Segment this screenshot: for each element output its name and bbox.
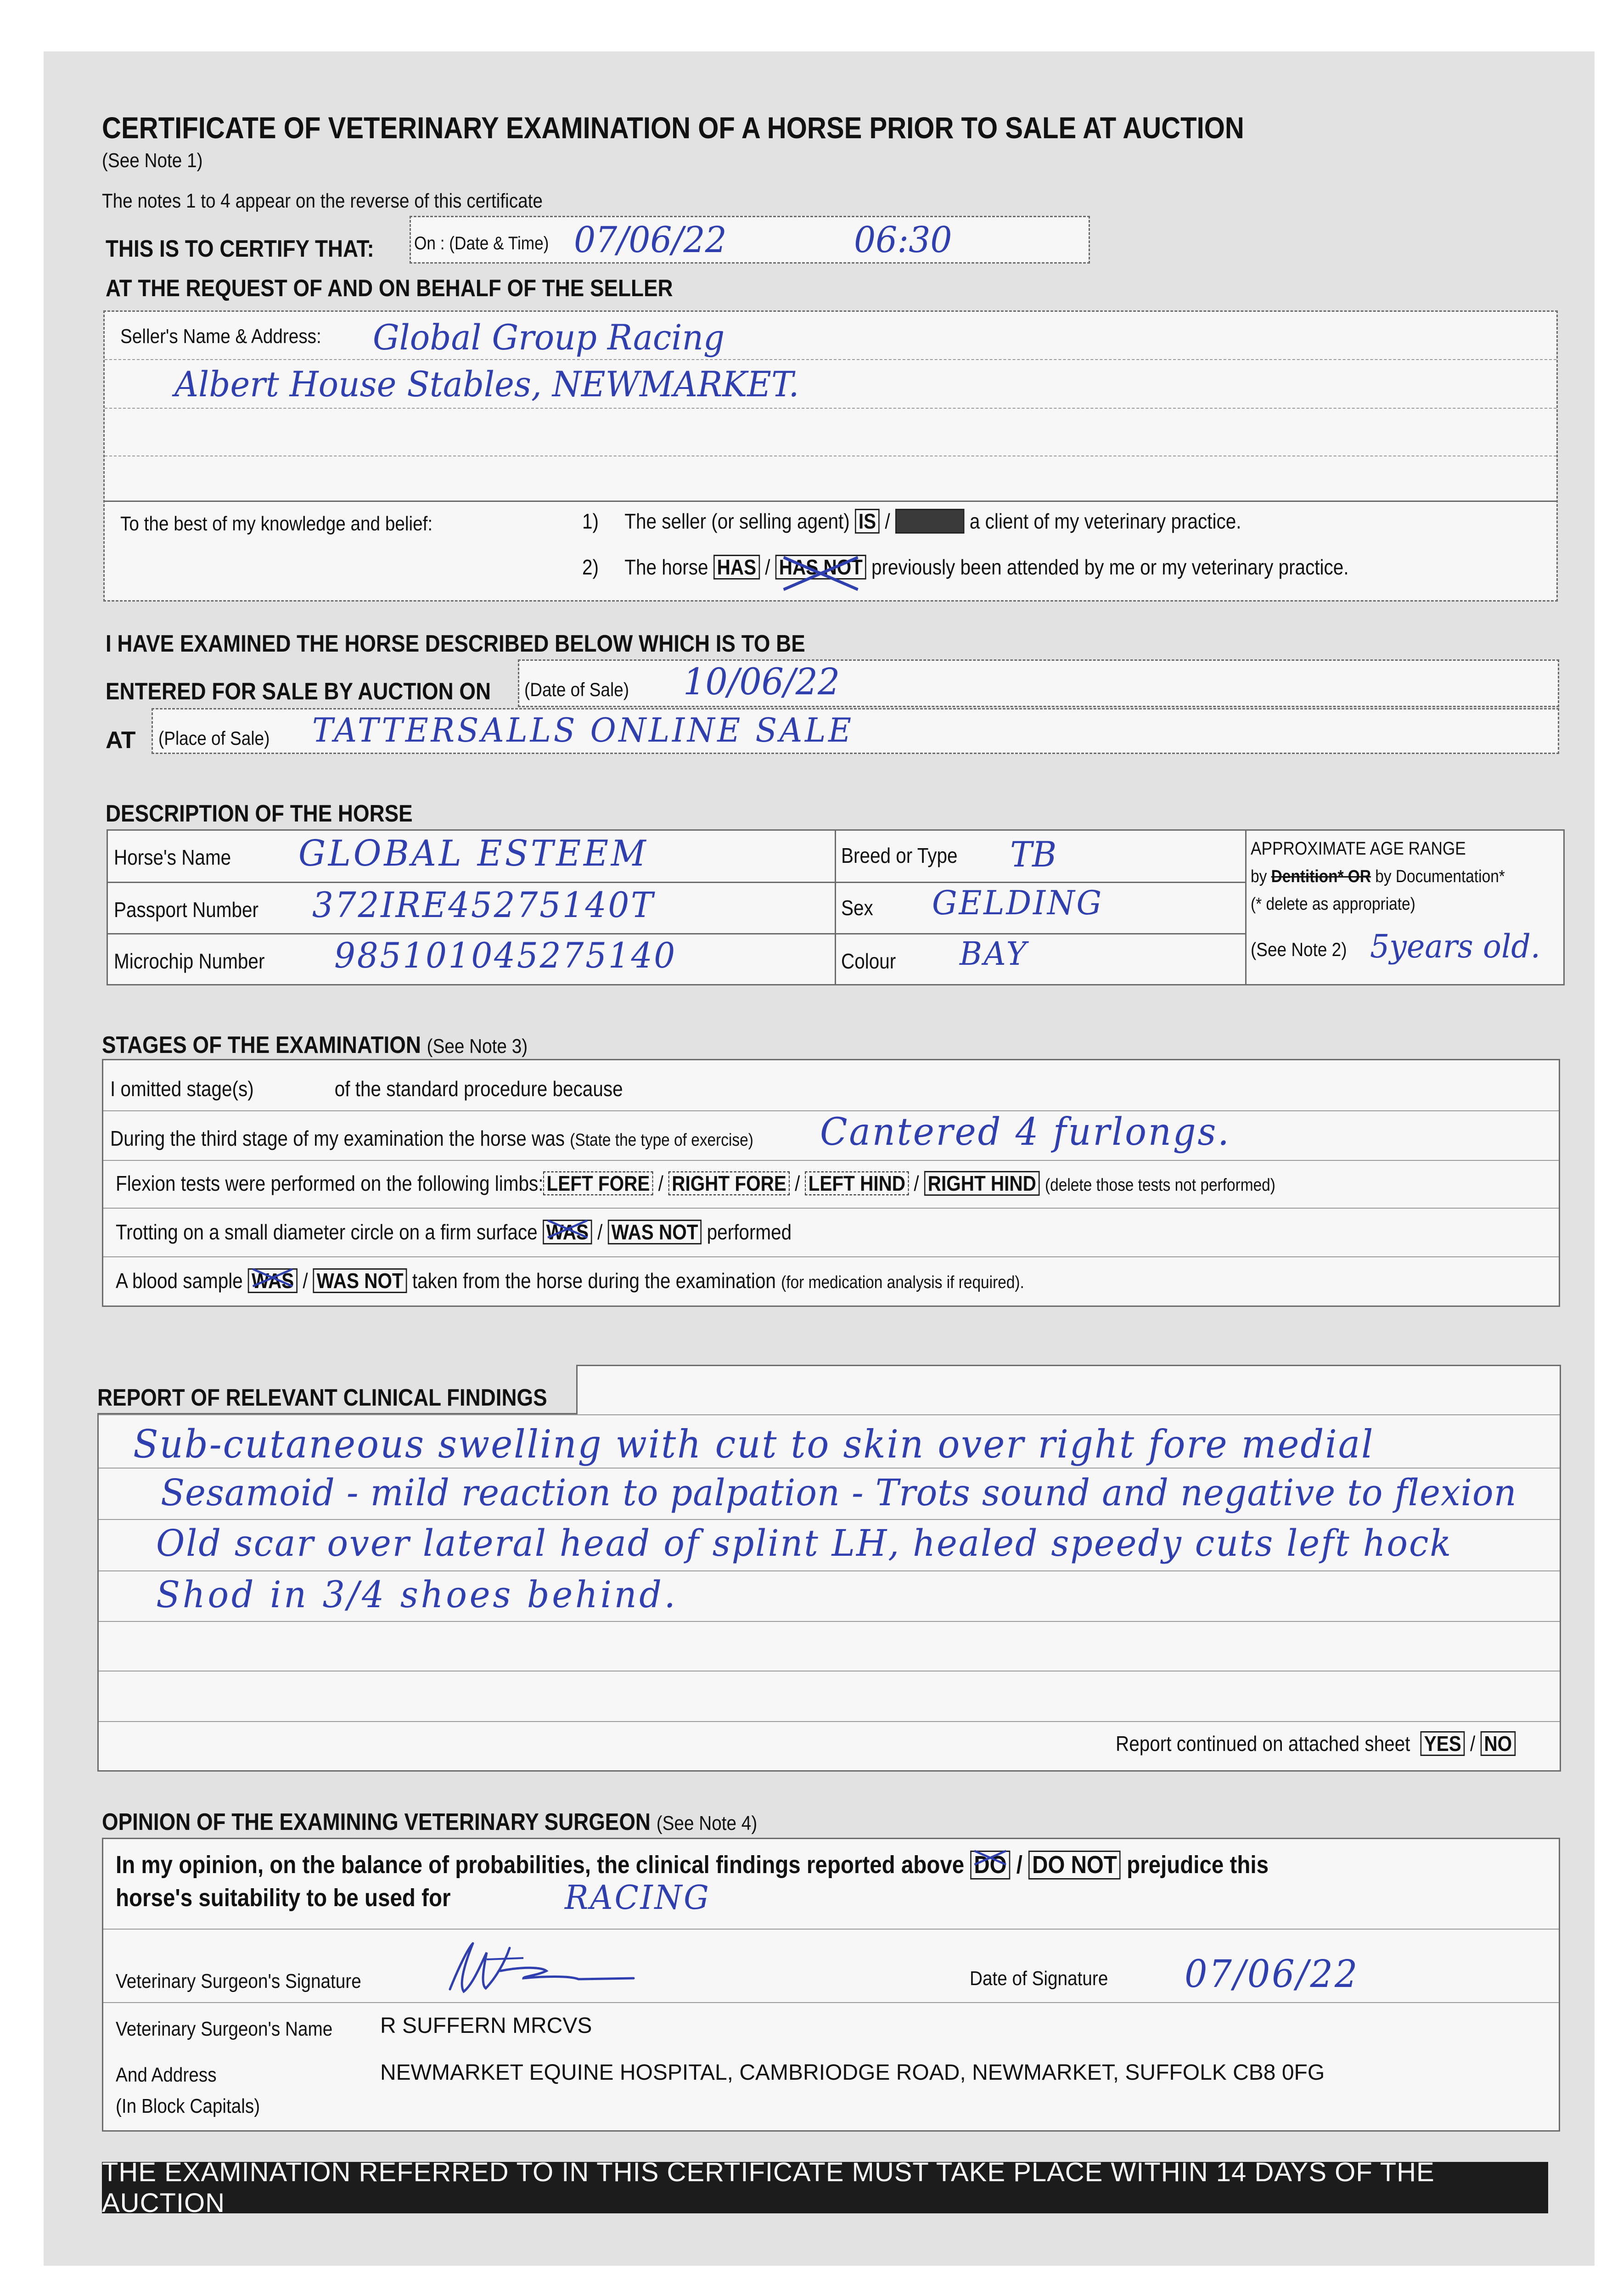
see-note-1: (See Note 1) (102, 149, 203, 172)
continued-no[interactable]: NO (1480, 1731, 1516, 1756)
exam-time: 06:30 (854, 219, 952, 261)
colour-value: BAY (960, 935, 1028, 973)
omitted-stages: I omitted stage(s) of the standard procedure because (110, 1077, 623, 1101)
opinion-heading: OPINION OF THE EXAMINING VETERINARY SURGEON (See Note 4) (102, 1809, 758, 1835)
seller-rule (105, 408, 1556, 409)
option-has-not-struck[interactable]: HAS NOT (775, 555, 866, 580)
notes-line: The notes 1 to 4 appear on the reverse of this certificate (102, 190, 543, 212)
report-line-3: Old scar over lateral head of splint LH, healed speedy cuts left hock (156, 1522, 1453, 1564)
stages-rule (103, 1256, 1559, 1257)
opinion-rule (103, 1929, 1559, 1930)
horse-name-label: Horse's Name (114, 845, 231, 869)
trot-was-struck[interactable]: WAS (543, 1220, 592, 1244)
report-rule (99, 1414, 1560, 1415)
blood-was-not[interactable]: WAS NOT (313, 1268, 407, 1293)
third-stage-label: During the third stage of my examination the horse was (State the type of exercise) (110, 1126, 753, 1150)
flexion-line: Flexion tests were performed on the following limbs: LEFT FORE / RIGHT FORE / LEFT HIND / RIGHT HIND (delete those tests not performed) (116, 1171, 1275, 1195)
report-rule (99, 1519, 1560, 1520)
horse-table-rule (107, 882, 1245, 883)
date-of-signature: 07/06/22 (1185, 1953, 1359, 1996)
age-heading: APPROXIMATE AGE RANGE (1251, 838, 1466, 859)
option-is[interactable]: IS (855, 509, 880, 534)
trot-line: Trotting on a small diameter circle on a firm surface WAS / WAS NOT performed (116, 1220, 884, 1244)
report-rule (99, 1570, 1560, 1571)
report-line-2: Sesamoid - mild reaction to palpation - Trots sound and negative to flexion (161, 1471, 1517, 1514)
seller-label: Seller's Name & Address: (120, 325, 321, 348)
sale-place-label: (Place of Sale) (158, 727, 270, 749)
report-heading: REPORT OF RELEVANT CLINICAL FINDINGS (97, 1384, 547, 1411)
passport-number: 372IRE45275140T (312, 884, 655, 925)
seller-q2: 2) The horse HAS / HAS NOT previously been attended by me or my veterinary practice. (582, 555, 1453, 580)
knowledge-label: To the best of my knowledge and belief: (120, 512, 433, 535)
continued-yes[interactable]: YES (1421, 1731, 1465, 1756)
page-title: CERTIFICATE OF VETERINARY EXAMINATION OF A HORSE PRIOR TO SALE AT AUCTION (102, 111, 1244, 145)
horse-heading: DESCRIPTION OF THE HORSE (106, 800, 413, 827)
vet-name: R SUFFERN MRCVS (380, 2014, 592, 2038)
sale-place: TATTERSALLS ONLINE SALE (312, 711, 854, 749)
opinion-rule (103, 2002, 1559, 2003)
opinion-do-struck[interactable]: DO (970, 1851, 1010, 1880)
exercise-value: Cantered 4 furlongs. (820, 1110, 1231, 1154)
horse-table-divider (835, 829, 836, 985)
option-is-not-deleted[interactable]: IS NOT (895, 509, 965, 534)
sex-label: Sex (841, 896, 873, 920)
breed-value: TB (1010, 834, 1057, 875)
at-label: AT (106, 727, 136, 754)
vet-address: NEWMARKET EQUINE HOSPITAL, CAMBRIODGE ROAD, NEWMARKET, SUFFOLK CB8 0FG (380, 2060, 1325, 2085)
address-label: And Address (116, 2064, 217, 2086)
report-line-4: Shod in 3/4 shoes behind. (156, 1573, 678, 1616)
request-line: AT THE REQUEST OF AND ON BEHALF OF THE SELLER (106, 275, 673, 302)
vet-signature (432, 1934, 643, 2003)
age-note: (See Note 2) (1251, 939, 1347, 960)
sale-date-field[interactable] (518, 659, 1559, 707)
signature-label: Veterinary Surgeon's Signature (116, 1970, 361, 1992)
report-continued: Report continued on attached sheet YES / NO (1116, 1731, 1570, 1756)
stages-rule (103, 1160, 1559, 1161)
opinion-use: RACING (565, 1878, 711, 1917)
footer-banner: THE EXAMINATION REFERRED TO IN THIS CERTIFICATE MUST TAKE PLACE WITHIN 14 DAYS OF THE AUCTION (102, 2162, 1548, 2213)
flexion-left-fore[interactable]: LEFT FORE (543, 1171, 653, 1195)
stages-heading: STAGES OF THE EXAMINATION (See Note 3) (102, 1032, 528, 1058)
report-rule (99, 1621, 1560, 1622)
seller-name: Global Group Racing (373, 317, 725, 358)
passport-label: Passport Number (114, 898, 258, 922)
blood-was-struck[interactable]: WAS (248, 1268, 298, 1293)
opinion-text-c: horse's suitability to be used for (116, 1884, 451, 1912)
seller-address: Albert House Stables, NEWMARKET. (174, 364, 799, 405)
horse-table-divider (1245, 829, 1247, 985)
blood-line: A blood sample WAS / WAS NOT taken from the horse during the examination (for medication analysis if required). (116, 1268, 1148, 1293)
sale-date: 10/06/22 (683, 660, 840, 703)
seller-q1: 1) The seller (or selling agent) IS / IS NOT a client of my veterinary practice. (582, 509, 1241, 533)
breed-label: Breed or Type (841, 844, 958, 867)
stages-rule (103, 1208, 1559, 1209)
seller-rule (105, 501, 1556, 502)
report-line-1: Sub-cutaneous swelling with cut to skin over right fore medial (133, 1422, 1375, 1467)
microchip-label: Microchip Number (114, 949, 265, 973)
horse-name: GLOBAL ESTEEM (298, 833, 649, 874)
sale-line2: ENTERED FOR SALE BY AUCTION ON (106, 678, 491, 705)
date-time-label: On : (Date & Time) (414, 233, 549, 253)
seller-rule (105, 359, 1556, 360)
microchip-number: 985101045275140 (334, 935, 677, 976)
report-rule (99, 1468, 1560, 1469)
colour-label: Colour (841, 949, 896, 973)
sex-value: GELDING (932, 884, 1103, 922)
certify-label: THIS IS TO CERTIFY THAT: (106, 236, 374, 262)
sale-line1: I HAVE EXAMINED THE HORSE DESCRIBED BELOW WHICH IS TO BE (106, 630, 805, 657)
vet-name-label: Veterinary Surgeon's Name (116, 2018, 333, 2040)
age-by-line: by Dentition* OR by Documentation* (1251, 867, 1505, 886)
flexion-right-fore[interactable]: RIGHT FORE (668, 1171, 790, 1195)
report-rule (99, 1721, 1560, 1722)
address-label-caps: (In Block Capitals) (116, 2095, 260, 2117)
trot-was-not[interactable]: WAS NOT (608, 1220, 702, 1244)
opinion-do-not[interactable]: DO NOT (1028, 1851, 1121, 1880)
age-value: 5years old. (1370, 928, 1540, 965)
exam-date: 07/06/22 (574, 219, 727, 261)
horse-table-rule (107, 933, 1245, 934)
option-has[interactable]: HAS (713, 555, 760, 580)
date-of-signature-label: Date of Signature (970, 1967, 1108, 1990)
age-delete-note: (* delete as appropriate) (1251, 895, 1415, 914)
flexion-left-hind[interactable]: LEFT HIND (805, 1171, 909, 1195)
opinion-text-a: In my opinion, on the balance of probabilities, the clinical findings reported above DO / DO NOT prejudice this (116, 1851, 1426, 1880)
flexion-right-hind[interactable]: RIGHT HIND (924, 1171, 1040, 1196)
sale-date-label: (Date of Sale) (524, 679, 629, 700)
